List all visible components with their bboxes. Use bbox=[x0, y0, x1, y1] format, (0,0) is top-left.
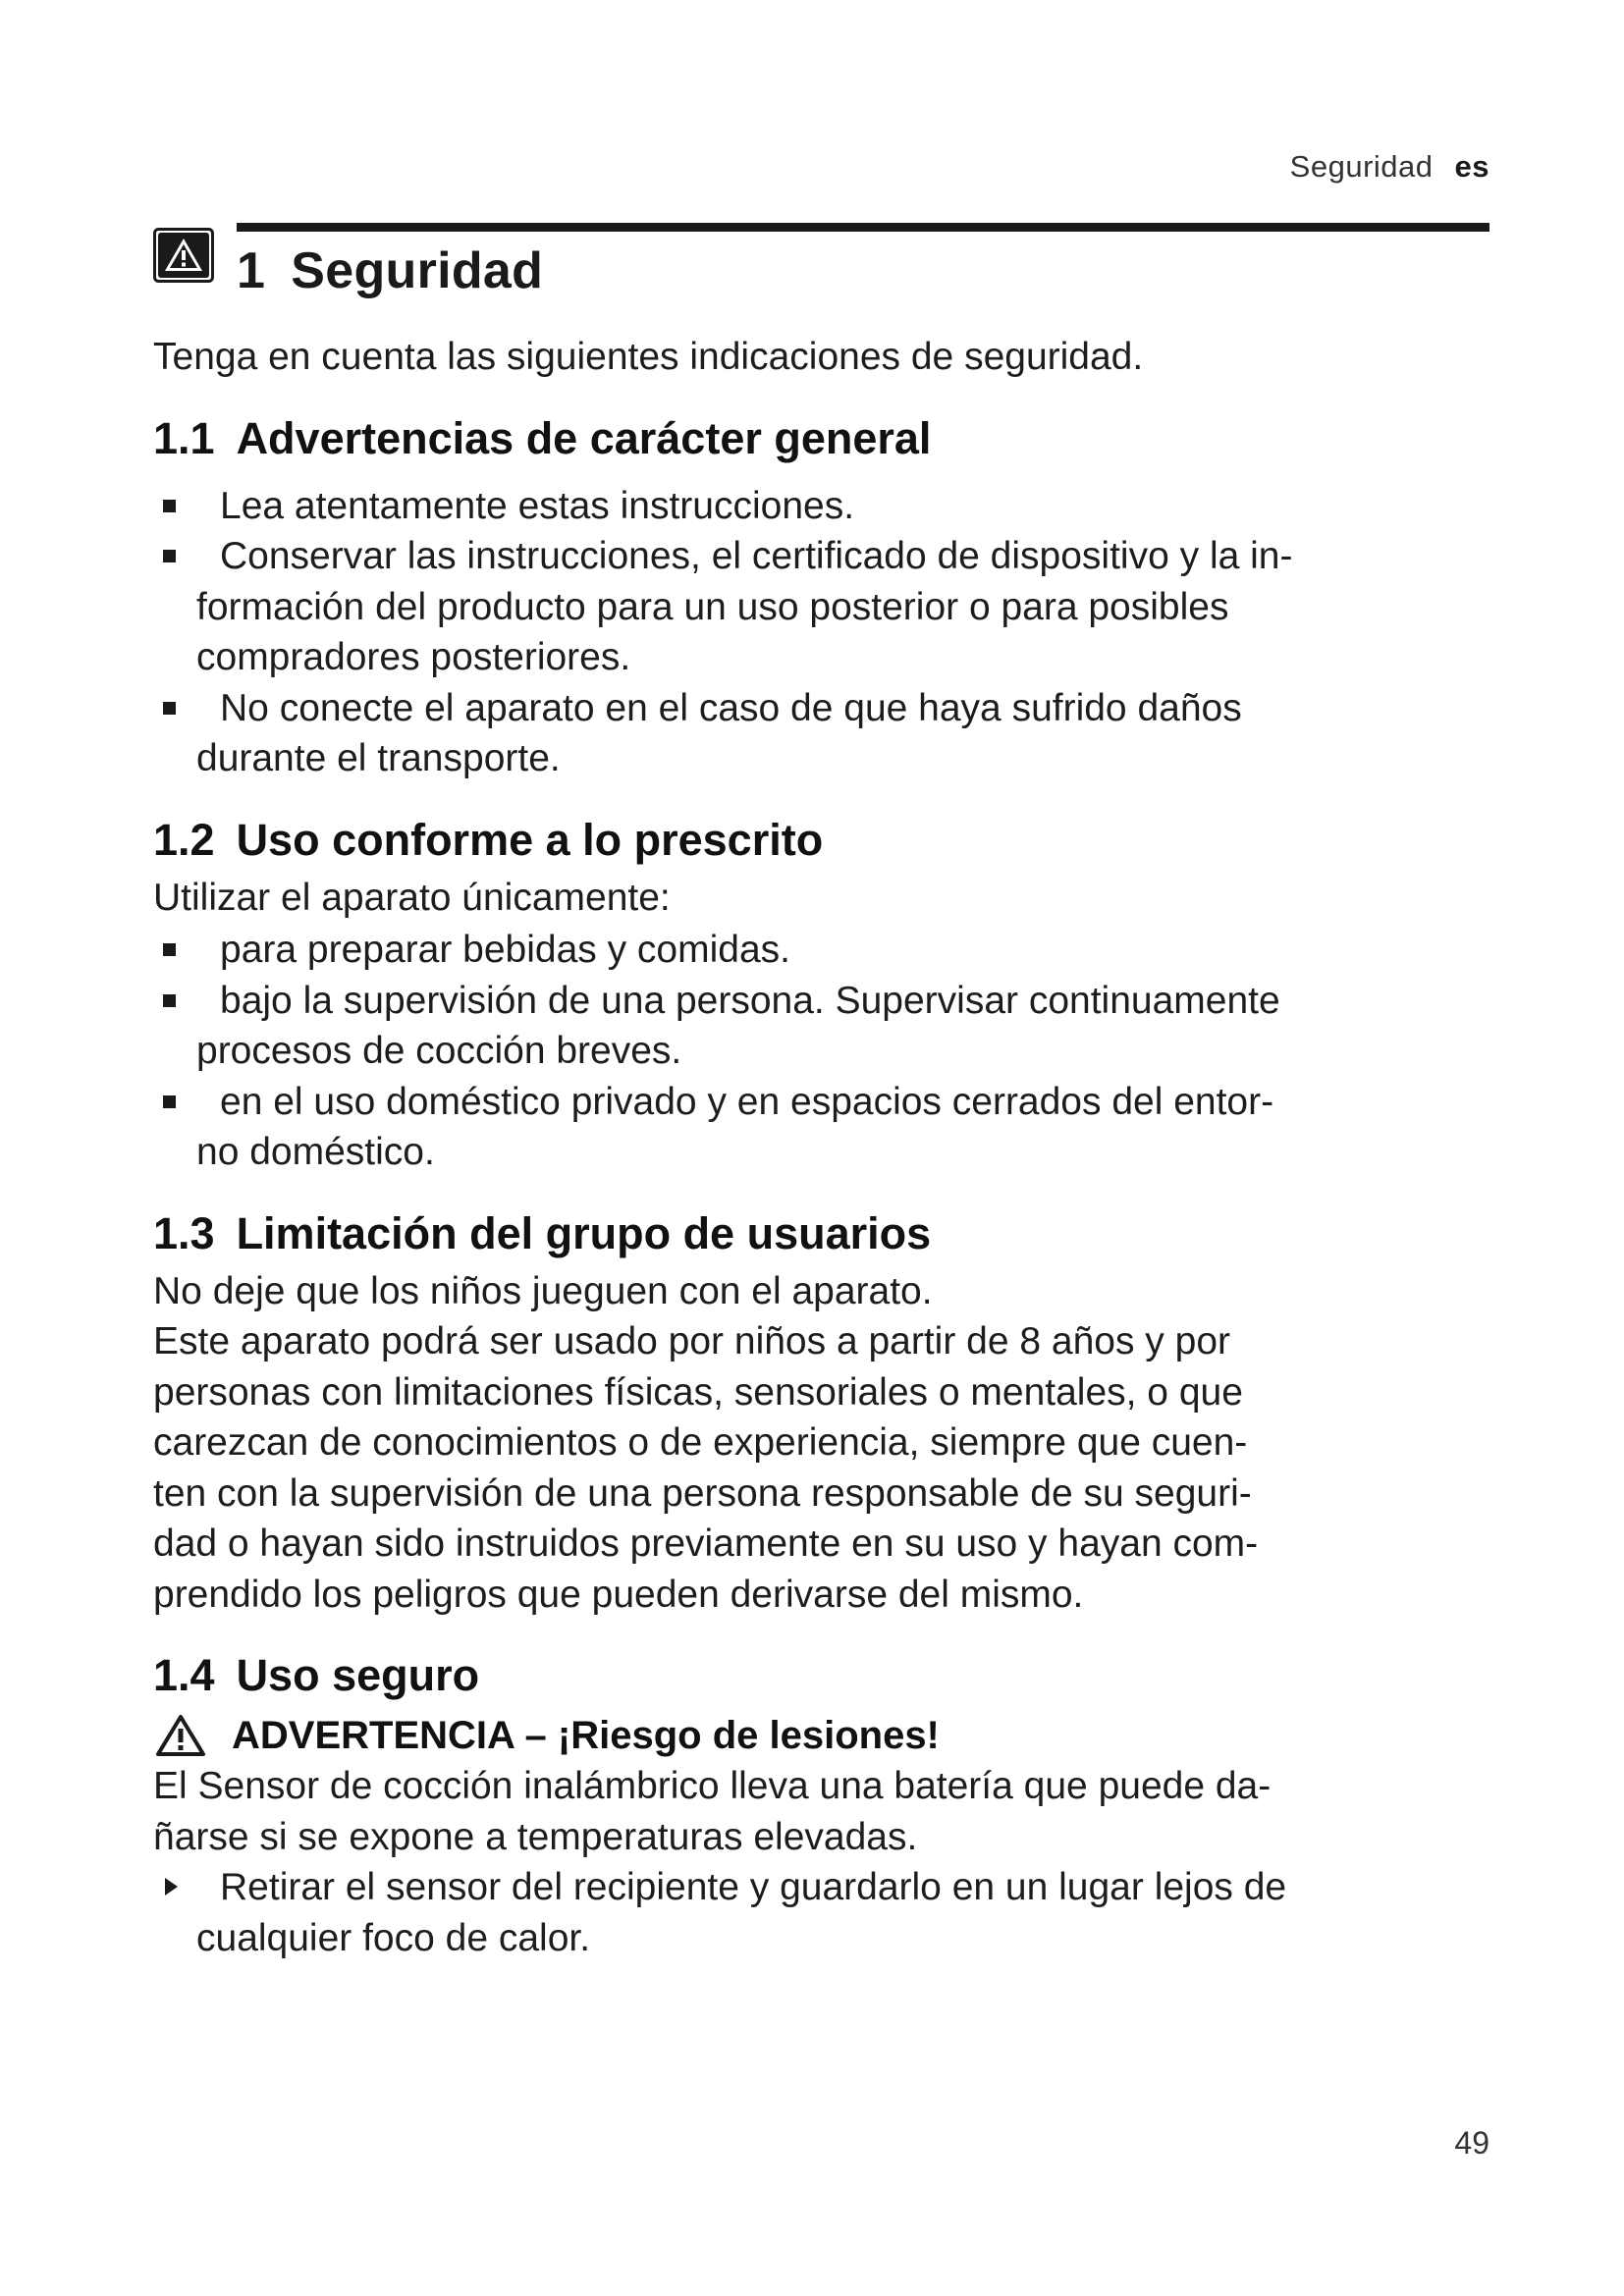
warning-heading bbox=[153, 1710, 1503, 1761]
chapter-title bbox=[237, 241, 543, 300]
section-title bbox=[153, 1647, 1503, 1704]
list-item-text: Lea atentamente estas instrucciones. bbox=[220, 484, 855, 527]
paragraph-line: prendido los peligros que pueden derivarse del mismo. bbox=[153, 1573, 1084, 1616]
chapter-rule bbox=[237, 223, 1489, 232]
section-number: 1.3 bbox=[153, 1207, 215, 1258]
section-safe-use bbox=[153, 1647, 1503, 1963]
bullet-list bbox=[153, 481, 1503, 784]
paragraph bbox=[153, 1316, 1503, 1620]
paragraph-line: carezcan de conocimientos o de experiencia, siempre que cuen- bbox=[153, 1421, 1248, 1464]
paragraph-line: Este aparato podrá ser usado por niños a partir de 8 años y por bbox=[153, 1320, 1231, 1362]
list-item bbox=[153, 925, 1503, 976]
paragraph-line: ñarse si se expone a temperaturas elevadas. bbox=[153, 1815, 918, 1858]
section-title-text: Advertencias de carácter general bbox=[236, 412, 932, 463]
list-item-continuation: no doméstico. bbox=[196, 1131, 435, 1173]
chapter-number: 1 bbox=[237, 242, 266, 299]
section-number: 1.2 bbox=[153, 814, 215, 865]
list-item-continuation: compradores posteriores. bbox=[196, 636, 631, 678]
paragraph-line: ten con la supervisión de una persona responsable de su seguri- bbox=[153, 1471, 1252, 1515]
list-item bbox=[153, 683, 1503, 784]
section-general-warnings bbox=[153, 410, 1503, 784]
warning-text bbox=[153, 1761, 1503, 1862]
section-intended-use bbox=[153, 812, 1503, 1178]
warning-box-icon bbox=[153, 228, 214, 283]
list-item bbox=[153, 531, 1503, 683]
list-item-text: para preparar bebidas y comidas. bbox=[220, 929, 790, 971]
list-item-continuation: durante el transporte. bbox=[196, 737, 561, 779]
warning-triangle-icon bbox=[155, 1714, 206, 1757]
running-header-language: es bbox=[1454, 149, 1489, 184]
running-header bbox=[1290, 149, 1489, 185]
intro-text: Tenga en cuenta las siguientes indicaciones de seguridad. bbox=[153, 336, 1144, 378]
list-item bbox=[153, 976, 1503, 1077]
section-title-text: Limitación del grupo de usuarios bbox=[236, 1207, 932, 1258]
action-item bbox=[153, 1862, 1503, 1963]
chapter-title-text: Seguridad bbox=[291, 242, 544, 299]
paragraph-line: dad o hayan sido instruidos previamente en su uso y hayan com- bbox=[153, 1522, 1259, 1565]
list-item bbox=[153, 481, 1503, 532]
section-number: 1.1 bbox=[153, 412, 215, 463]
main-content bbox=[153, 332, 1503, 1991]
running-header-section: Seguridad bbox=[1289, 149, 1434, 184]
section-title bbox=[153, 1205, 1503, 1262]
section-title bbox=[153, 410, 1503, 467]
section-lead: Utilizar el aparato únicamente: bbox=[153, 876, 671, 919]
paragraph-line: El Sensor de cocción inalámbrico lleva una batería que puede da- bbox=[153, 1765, 1272, 1807]
section-title bbox=[153, 812, 1503, 869]
list-item-text: bajo la supervisión de una persona. Supervisar continuamente bbox=[220, 979, 1280, 1022]
list-item-text: No conecte el aparato en el caso de que haya sufrido daños bbox=[220, 686, 1242, 729]
section-user-limitation bbox=[153, 1205, 1503, 1621]
list-item-text: en el uso doméstico privado y en espacios cerrados del entor- bbox=[220, 1080, 1274, 1123]
warning-title: ADVERTENCIA – ¡Riesgo de lesiones! bbox=[232, 1714, 940, 1757]
action-continuation: cualquier foco de calor. bbox=[196, 1916, 591, 1959]
bullet-list bbox=[153, 925, 1503, 1178]
section-number: 1.4 bbox=[153, 1650, 215, 1700]
paragraph-line: personas con limitaciones físicas, sensoriales o mentales, o que bbox=[153, 1370, 1243, 1414]
list-item bbox=[153, 1077, 1503, 1178]
action-text: Retirar el sensor del recipiente y guardarlo en un lugar lejos de bbox=[220, 1866, 1287, 1908]
page-number: 49 bbox=[1454, 2125, 1489, 2161]
paragraph: No deje que los niños jueguen con el aparato. bbox=[153, 1269, 933, 1312]
section-title-text: Uso seguro bbox=[236, 1650, 480, 1700]
list-item-text: Conservar las instrucciones, el certificado de dispositivo y la in- bbox=[220, 535, 1293, 577]
section-title-text: Uso conforme a lo prescrito bbox=[236, 814, 824, 865]
list-item-continuation: formación del producto para un uso posterior o para posibles bbox=[196, 585, 1229, 628]
action-list bbox=[153, 1862, 1503, 1963]
list-item-continuation: procesos de cocción breves. bbox=[196, 1030, 682, 1072]
